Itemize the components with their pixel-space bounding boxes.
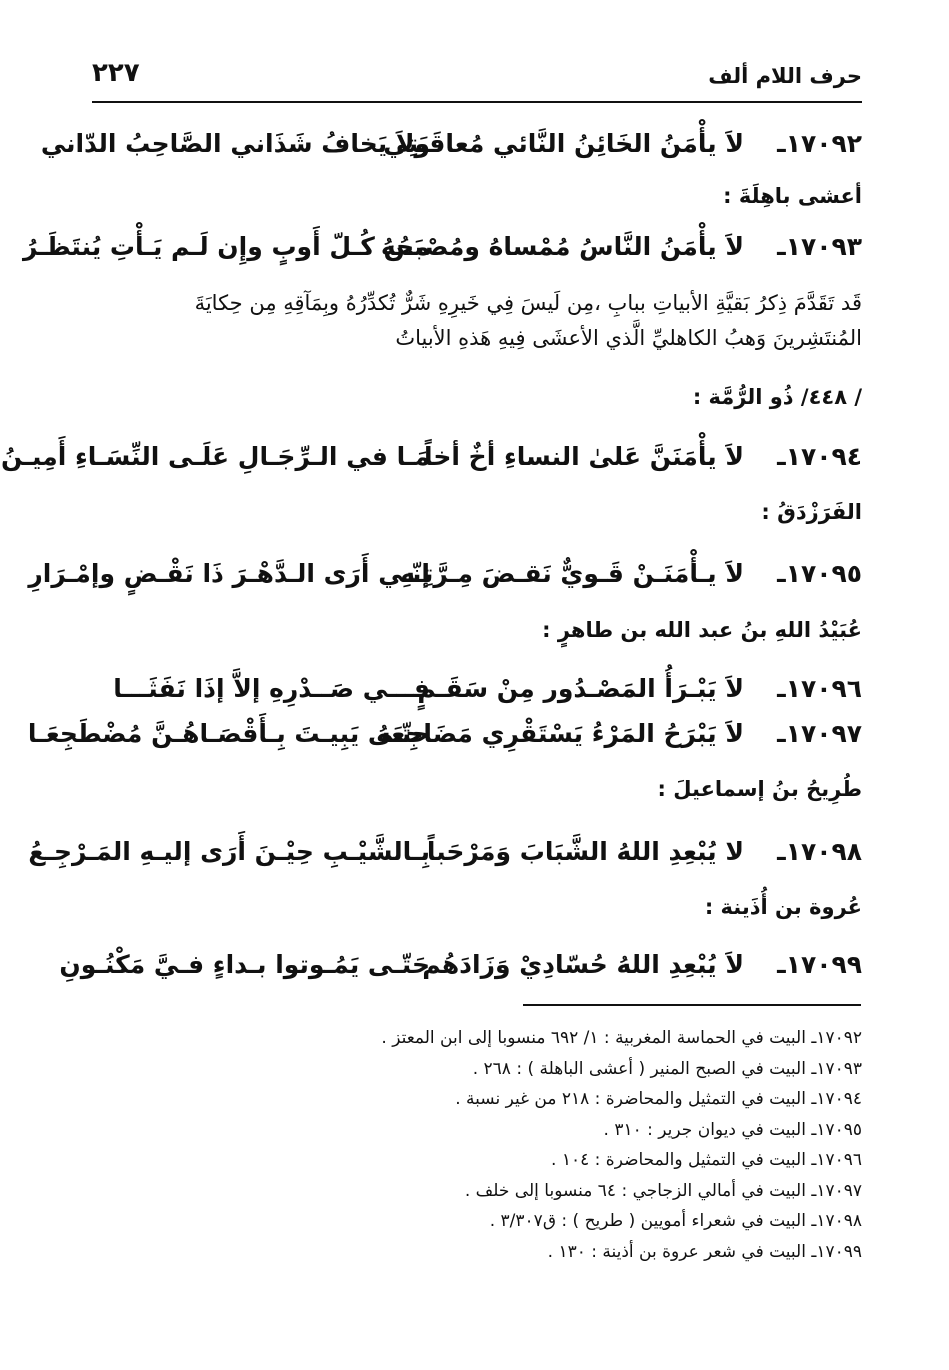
footnote-separator: [523, 1004, 861, 1006]
verse-17093: [22, 228, 862, 274]
poet-attribution: عُروة بن أُذَينة :: [704, 895, 862, 919]
footnote: ١٧٠٩٩ـ البيت في شعر عروة بن أذينة : ١٣٠ .: [547, 1241, 862, 1262]
footnote: ١٧٠٩٢ـ البيت في الحماسة المغربية : ١/ ٦٩٢ منسوبا إلى ابن المعتز .: [381, 1028, 862, 1048]
header-rule: [92, 101, 862, 103]
page-number: ٢٢٧: [92, 58, 140, 88]
verse-17096: [92, 670, 862, 716]
verse-second-hemistich: مَـا في الـرِّجَـالِ عَلَـى النِّسَـاءِ أَمِيـنُ: [0, 442, 430, 471]
footnote: ١٧٠٩٤ـ البيت في التمثيل والمحاضرة : ٢١٨ من غير نسبة .: [455, 1089, 862, 1109]
prose-note: [92, 286, 862, 356]
poet-attribution: طُرِيحُ بنُ إسماعيلَ :: [657, 777, 862, 801]
footnotes: [92, 1023, 862, 1267]
verse-first-hemistich: لاَ يأْمَنَنَّ عَلىٰ النساءِ أخٌ أخاً: [424, 442, 744, 471]
verse-17092: [40, 125, 862, 171]
verse-number: ١٧٠٩٣ـ: [777, 232, 862, 261]
prose-line: قَد تَقَدَّمَ ذِكرُ بَقيَّةِ الأبياتِ ببابِ ،مِن لَيسَ فِي خَيرِهِ شَرٌّ تُكدِّرُهُ وبِمَآقِهِ مِن حِكايَةَ: [194, 291, 862, 315]
footnote: ١٧٠٩٦ـ البيت في التمثيل والمحاضرة : ١٠٤ .: [551, 1150, 862, 1170]
verse-second-hemistich: حتّـى يَبِيـتَ بِـأَقْصَـاهُـنَّ مُضْطَجِعَـا: [27, 719, 430, 748]
verse-number: ١٧٠٩٩ـ: [777, 950, 862, 979]
verse-first-hemistich: لاَ يـأْمَنَـنْ قَـويٌّ نَقـضَ مِـرَّتِـهِ: [400, 559, 744, 588]
poet-attribution: أعشى باهِلَةَ :: [723, 184, 862, 208]
verse-second-hemistich: بِـالشَّيْـبِ حِيْـنَ أَرَى إليـهِ المَـرْجِـعُ: [28, 837, 430, 866]
verse-number: ١٧٠٩٦ـ: [777, 674, 862, 703]
running-head: حرف اللام ألف: [708, 64, 862, 88]
verse-17095: [28, 555, 862, 601]
verse-number: ١٧٠٩٥ـ: [777, 559, 862, 588]
verse-17094: [0, 438, 862, 484]
verse-second-hemistich: ولاَ يَخافُ شَذَاني الصَّاحِبُ الدّاني: [40, 129, 430, 158]
verse-number: ١٧٠٩٨ـ: [777, 837, 862, 866]
prose-line: المُنتَشِرينَ وَهبُ الكاهليِّ الَّذي الأعشَى فِيهِ هَذهِ الأبياتُ: [395, 326, 862, 350]
page-header: [92, 52, 862, 92]
verse-second-hemistich: مـن كُـلّ أَوبٍ وإِن لَـم يَـأْتِ يُنتَظَـرُ: [22, 232, 430, 261]
verse-first-hemistich: لاَ يأْمَنُ النَّاسُ مُمْساهُ ومُصْبَحُهُ: [380, 232, 744, 261]
poet-attribution: / ٤٤٨/ ذُو الرُّمَّة :: [692, 385, 862, 409]
footnote: ١٧٠٩٥ـ البيت في ديوان جرير : ٣١٠ .: [603, 1119, 862, 1140]
footnote: ١٧٠٩٧ـ البيت في أمالي الزجاجي : ٦٤ منسوبا إلى خلف .: [464, 1180, 862, 1201]
verse-17099: [59, 946, 862, 992]
verse-first-hemistich: لاَ يُبْعِدِ اللهُ حُسّادِيْ وَزَادَهُم: [422, 950, 744, 979]
verse-second-hemistich: حَتّـى يَمُـوتوا بـداءٍ فـيَّ مَكْنُـونِ: [59, 950, 430, 979]
verse-number: ١٧٠٩٤ـ: [777, 442, 862, 471]
verse-second-hemistich: إنّـي أَرَى الـدَّهْـرَ ذَا نَقْـضٍ وإمْـرَارِ: [28, 559, 430, 588]
verse-17098: [28, 833, 862, 879]
verse-first-hemistich: لاَ يَبْرَحُ المَرْءُ يَسْتَقْرِي مَضَاجِعَهُ: [376, 719, 744, 748]
verse-number: ١٧٠٩٢ـ: [777, 129, 862, 158]
verse-second-hemistich: فـــي صَــدْرِهِ إلاَّ إذَا نَفَثَـــا: [113, 674, 430, 703]
verse-number: ١٧٠٩٧ـ: [777, 719, 862, 748]
poet-attribution: عُبَيْدُ اللهِ بنُ عبد الله بن طاهرٍ :: [542, 618, 862, 642]
verse-first-hemistich: لاَ يأْمَنُ الخَائِنُ النَّائي مُعاقَبَتِي: [383, 129, 744, 158]
verse-17097: [27, 715, 862, 761]
verse-first-hemistich: لاَ يَبْـرَأُ المَصْـدُور مِنْ سَقَـمٍ: [417, 674, 744, 703]
poet-attribution: الفَرَزْدَقُ :: [761, 500, 862, 524]
footnote: ١٧٠٩٣ـ البيت في الصبح المنير ( أعشى الباهلة ) : ٢٦٨ .: [472, 1058, 862, 1079]
footnote: ١٧٠٩٨ـ البيت في شعراء أمويين ( طريح ) : ق٣/٣٠٧ .: [489, 1211, 862, 1231]
verse-first-hemistich: لا يُبْعِدِ اللهُ الشَّبَابَ وَمَرْحَباً: [426, 837, 744, 866]
